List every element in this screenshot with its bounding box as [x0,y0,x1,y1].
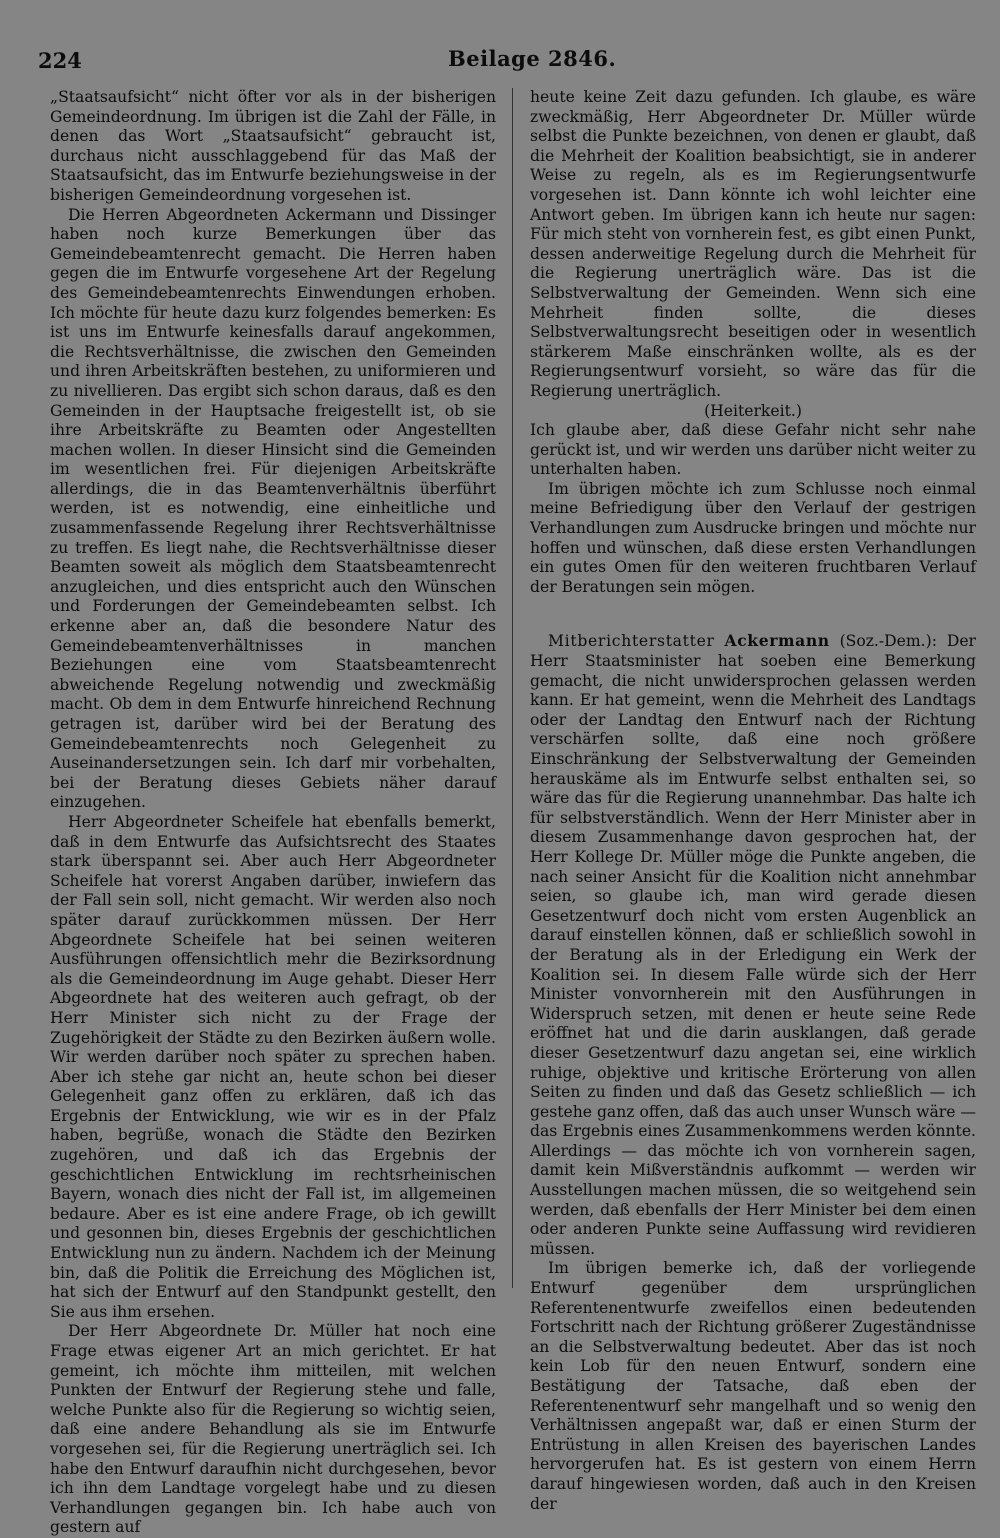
paragraph: Der Herr Abgeordnete Dr. Müller hat noch eine Frage etwas eigener Art an mich gerichtet. Er hat gemeint, ich möchte ihm mitteilen, mit welchen Punkten der Entwurf der Regierung stehe und falle, welche Punkte also für die Regierung so wichtig seien, daß eine andere Behandlung als sie im Entwurfe vorgesehen sei, für die Regierung unerträglich sei. Ich habe den Entwurf daraufhin nicht durchgesehen, bevor ich ihn dem Landtage vorgelegt habe und zu diesen Verhandlungen gegangen bin. Ich habe auch von gestern auf [50,1322,496,1537]
page-header [38,42,617,76]
running-title: Beilage 2846. [448,46,617,71]
paragraph: heute keine Zeit dazu gefunden. Ich glaube, es wäre zweckmäßig, Herr Abgeordneter Dr. Müller würde selbst die Punkte bezeichnen, von denen er glaubt, daß die Mehrheit der Koalition beabsichtigt, sie in anderer Weise zu regeln, als es im Regierungsentwurfe vorgesehen ist. Dann könnte ich wohl leichter eine Antwort geben. Im übrigen kann ich heute nur sagen: Für mich steht von vornherein fest, es gibt einen Punkt, dessen anderweitige Regelung durch die Mehrheit für die Regierung unerträglich wäre. Das ist die Selbstverwaltung der Gemeinden. Wenn sich eine Mehrheit finden sollte, die dieses Selbstverwaltungsrecht beseitigen oder in wesentlich stärkerem Maße einschränken wollte, als es der Regierungsentwurf vorsieht, so wäre das für die Regierung unerträglich. [530,88,976,400]
column-divider [512,88,513,1288]
paragraph: Herr Abgeordneter Scheifele hat ebenfalls bemerkt, daß in dem Entwurfe das Aufsichtsrecht des Staates stark überspannt sei. Aber auch Herr Abgeordneter Scheifele hat vorerst Angaben darüber, inwiefern das der Fall sein soll, nicht gemacht. Wir werden also noch später darauf zurückkommen müssen. Der Herr Abgeordnete Scheifele hat bei seinen weiteren Ausführungen offensichtlich mehr die Bezirksordnung als die Gemeindeordnung im Auge gehabt. Dieser Herr Abgeordnete hat des weiteren auch gefragt, ob der Herr Minister sich nicht zu der Frage der Zugehörigkeit der Städte zu den Bezirken äußern wolle. Wir werden darüber noch später zu sprechen haben. Aber ich stehe gar nicht an, heute schon bei dieser Gelegenheit ganz offen zu erklären, daß ich das Ergebnis der Entwicklung, wie wir es in der Pfalz haben, begrüße, wonach die Städte den Bezirken zugehören, und daß ich das Ergebnis der geschichtlichen Entwicklung im rechtsrheinischen Bayern, wonach dies nicht der Fall ist, im allgemeinen bedaure. Aber es ist eine andere Frage, ob ich gewillt und gesonnen bin, dieses Ergebnis der geschichtlichen Entwicklung nun zu ändern. Nachdem ich der Meinung bin, daß die Politik die Erreichung des Möglichen ist, hat sich der Entwurf auf den Standpunkt gestellt, den Sie aus ihm ersehen. [50,812,496,1321]
paragraph: Im übrigen möchte ich zum Schlusse noch einmal meine Befriedigung über den Verlauf der gestrigen Verhandlungen zum Ausdrucke bringen und möchte nur hoffen und wünschen, daß diese ersten Verhandlungen ein gutes Omen für den weiteren fruchtbaren Verlauf der Beratungen sein mögen. [530,479,976,596]
speaker-party: (Soz.-Dem.): [839,632,937,651]
paragraph: Die Herren Abgeordneten Ackermann und Dissinger haben noch kurze Bemerkungen über das Gemeindebeamtenrecht gemacht. Die Herren haben gegen die im Entwurfe vorgesehene Art der Regelung des Gemeindebeamtenrechts Einwendungen erhoben. Ich möchte für heute dazu kurz folgendes bemerken: Es ist uns im Entwurfe keinesfalls darauf angekommen, die Rechtsverhältnisse, die zwischen den Gemeinden und ihren Arbeitskräften bestehen, zu uniformieren und zu nivellieren. Das ergibt sich schon daraus, daß es den Gemeinden in der Hauptsache freigestellt ist, ob sie ihre Arbeitskräfte zu Beamten oder Angestellten machen wollen. In dieser Hinsicht sind die Gemeinden im wesentlichen frei. Für diejenigen Arbeitskräfte allerdings, die in das Beamtenverhältnis überführt werden, ist es notwendig, eine einheitliche und zusammenfassende Regelung ihrer Rechtsverhältnisse zu treffen. Es liegt nahe, die Rechtsverhältnisse dieser Beamten soweit als möglich dem Staatsbeamtenrecht anzugleichen, und dies entspricht auch den Wünschen und Forderungen der Gemeindebeamten selbst. Ich erkenne aber an, daß die besondere Natur des Gemeindebeamtenverhältnisses in manchen Beziehungen eine vom Staatsbeamtenrecht abweichende Regelung notwendig und zweckmäßig macht. Ob dem in dem Entwurfe hinreichend Rechnung getragen ist, darüber wird bei der Beratung des Gemeindebeamtenrechts noch Gelegenheit zu Auseinandersetzungen sein. Ich darf mir vorbehalten, bei der Beratung dieses Gebiets näher darauf einzugehen. [50,205,496,812]
right-column [530,88,976,1514]
interjection: (Heiterkeit.) [704,401,802,420]
speech-paragraph [530,631,976,1259]
paragraph: Ich glaube aber, daß diese Gefahr nicht sehr nahe gerückt ist, und wir werden uns darüber nicht weiter zu unterhalten haben. [530,421,976,479]
paragraph: „Staatsaufsicht“ nicht öfter vor als in der bisherigen Gemeindeordnung. Im übrigen ist die Zahl der Fälle, in denen das Wort „Staatsaufsicht“ gebraucht ist, durchaus nicht ausschlaggebend für das Maß der Staatsaufsicht, das im Entwurfe beziehungsweise in der bisherigen Gemeindeordnung vorgesehen ist. [50,88,496,204]
speaker-role: Mitberichterstatter [548,632,715,651]
speech-text: Der Herr Staatsminister hat soeben eine Bemerkung gemacht, die nicht unwidersprochen gelassen werden kann. Er hat gemeint, wenn die Mehrheit des Landtags oder der Landtag den Entwurf nach der Richtung verschärfen sollte, daß eine noch größere Einschränkung der Selbstverwaltung der Gemeinden herauskäme als im Entwurfe selbst enthalten sei, so wäre das für die Regierung unannehmbar. Das halte ich für selbstverständlich. Wenn der Herr Minister aber in diesem Zusammenhange davon gesprochen hat, der Herr Kollege Dr. Müller möge die Punkte angeben, die nach seiner Ansicht für die Koalition nicht annehmbar seien, so glaube ich, man wird gerade diesen Gesetzentwurf doch nicht vom ersten Augenblick an darauf einstellen können, daß er schließlich sowohl in der Beratung als in der Erledigung ein Werk der Koalition sei. In diesem Falle würde sich der Herr Minister vonvornherein mit den Ausführungen in Widerspruch setzen, mit denen er heute seine Rede eröffnet hat und die darin ausklangen, daß gerade dieser Gesetzentwurf dazu angetan sei, eine wirklich ruhige, objektive und kritische Erörterung von allen Seiten zu finden und daß das Gesetz schließlich — ich gestehe ganz offen, daß das auch unser Wunsch wäre — das Ergebnis eines Zusammenkommens werden könnte. Allerdings — das möchte ich von vornherein sagen, damit kein Mißverständnis aufkommt — werden wir Ausstellungen machen müssen, die so weitgehend sein werden, daß ebenfalls der Herr Minister bei dem einen oder anderen Punkte seine Auffassung wird revidieren müssen. [530,632,976,1258]
speaker-name: Ackermann [724,631,830,651]
left-column [50,88,496,1538]
page-number: 224 [38,48,82,73]
paragraph: Im übrigen bemerke ich, daß der vorliegende Entwurf gegenüber dem ursprünglichen Referentenentwurfe zweifellos einen bedeutenden Fortschritt nach der Richtung größerer Zugeständnisse an die Selbstverwaltung bedeutet. Aber das ist noch kein Lob für den neuen Entwurf, sondern eine Bestätigung der Tatsache, daß eben der Referentenentwurf sehr mangelhaft und so wenig den Verhältnissen angepaßt war, daß er einen Sturm der Entrüstung in allen Kreisen des bayerischen Landes hervorgerufen hat. Es ist gestern von einem Herrn darauf hingewiesen worden, daß auch in den Kreisen der [530,1259,976,1513]
